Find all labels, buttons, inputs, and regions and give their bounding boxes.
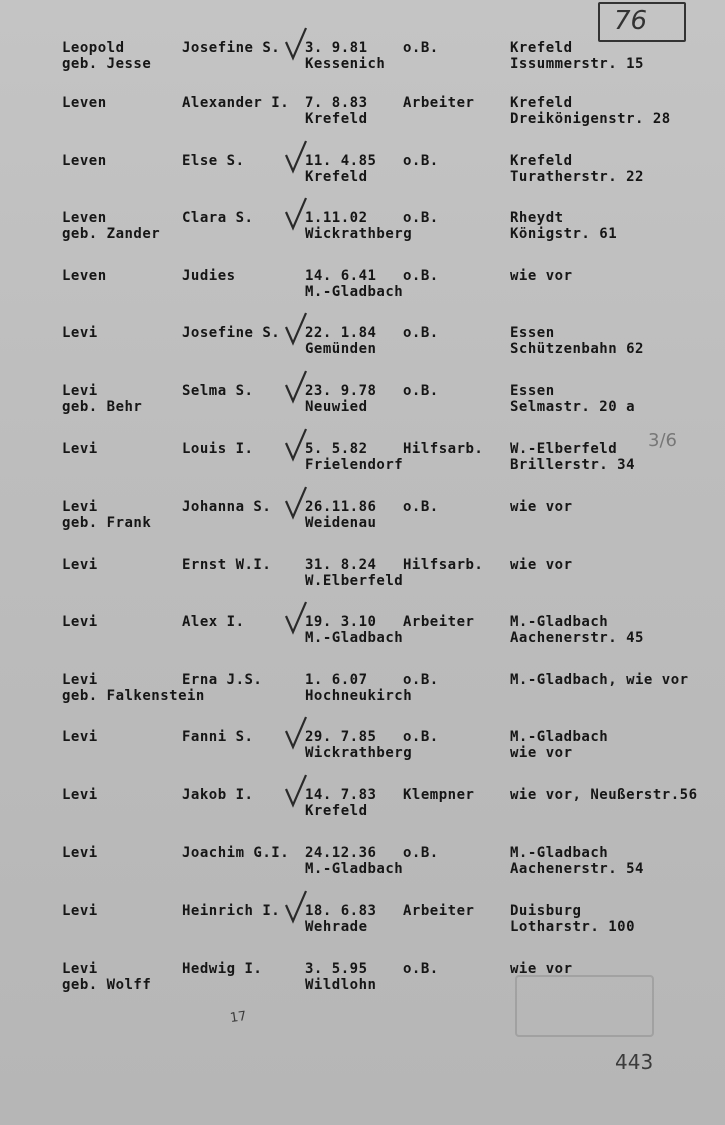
entry-city: Duisburg <box>510 903 582 919</box>
entry-birth-date: 14. 6.41 <box>305 268 377 284</box>
entry-birth-place: M.-Gladbach <box>305 284 404 300</box>
entry-birth-name: geb. Behr <box>62 399 143 415</box>
entry-surname: Levi <box>62 845 98 861</box>
entry-street: Königstr. 61 <box>510 226 618 242</box>
entry-surname: Levi <box>62 729 98 745</box>
entry-city: W.-Elberfeld <box>510 441 618 457</box>
entry-surname: Levi <box>62 325 98 341</box>
entry-occupation: o.B. <box>403 729 439 745</box>
entry-city: M.-Gladbach <box>510 845 609 861</box>
entry-city: M.-Gladbach <box>510 729 609 745</box>
entry-city: wie vor <box>510 961 573 977</box>
entry-surname: Leven <box>62 268 107 284</box>
entry-first-name: Heinrich I. <box>182 903 281 919</box>
entry-birth-date: 14. 7.83 <box>305 787 377 803</box>
entry-surname: Leven <box>62 210 107 226</box>
entry-first-name: Ernst W.I. <box>182 557 272 573</box>
entry-street: Turatherstr. 22 <box>510 169 644 185</box>
entry-surname: Levi <box>62 961 98 977</box>
entry-street: Aachenerstr. 45 <box>510 630 644 646</box>
entry-birth-date: 18. 6.83 <box>305 903 377 919</box>
entry-birth-date: 23. 9.78 <box>305 383 377 399</box>
entry-birth-date: 19. 3.10 <box>305 614 377 630</box>
entry-occupation: o.B. <box>403 672 439 688</box>
entry-first-name: Johanna S. <box>182 499 272 515</box>
entry-first-name: Josefine S. <box>182 325 281 341</box>
entry-street: wie vor <box>510 745 573 761</box>
entry-city: wie vor <box>510 557 573 573</box>
entry-occupation: Hilfsarb. <box>403 441 484 457</box>
entry-birth-date: 22. 1.84 <box>305 325 377 341</box>
entry-birth-name: geb. Frank <box>62 515 152 531</box>
checkmark-icon <box>284 196 308 232</box>
entry-occupation: o.B. <box>403 40 439 56</box>
entry-street: Brillerstr. 34 <box>510 457 636 473</box>
entry-first-name: Erna J.S. <box>182 672 263 688</box>
faint-stamp <box>515 975 654 1037</box>
checkmark-icon <box>284 600 308 636</box>
checkmark-icon <box>284 427 308 463</box>
entry-occupation: o.B. <box>403 499 439 515</box>
checkmark-icon <box>284 139 308 175</box>
entry-occupation: o.B. <box>403 153 439 169</box>
entry-first-name: Hedwig I. <box>182 961 263 977</box>
entry-occupation: Arbeiter <box>403 95 475 111</box>
entry-birth-date: 29. 7.85 <box>305 729 377 745</box>
checkmark-icon <box>284 369 308 405</box>
entry-birth-place: Hochneukirch <box>305 688 413 704</box>
entry-birth-date: 1.11.02 <box>305 210 368 226</box>
entry-occupation: Arbeiter <box>403 614 475 630</box>
entry-birth-place: Weidenau <box>305 515 377 531</box>
entry-birth-place: Krefeld <box>305 803 368 819</box>
entry-birth-place: M.-Gladbach <box>305 630 404 646</box>
entry-first-name: Joachim G.I. <box>182 845 290 861</box>
entry-birth-name: geb. Falkenstein <box>62 688 205 704</box>
entry-first-name: Selma S. <box>182 383 254 399</box>
entry-birth-date: 11. 4.85 <box>305 153 377 169</box>
entry-birth-date: 24.12.36 <box>305 845 377 861</box>
entry-street: Issummerstr. 15 <box>510 56 644 72</box>
entry-city: wie vor <box>510 268 573 284</box>
entry-first-name: Alex I. <box>182 614 245 630</box>
entry-street: Schützenbahn 62 <box>510 341 644 357</box>
entry-surname: Levi <box>62 383 98 399</box>
entry-birth-place: Neuwied <box>305 399 368 415</box>
entry-city: Essen <box>510 383 555 399</box>
entry-first-name: Josefine S. <box>182 40 281 56</box>
entry-occupation: Hilfsarb. <box>403 557 484 573</box>
entry-city: wie vor <box>510 499 573 515</box>
entry-birth-date: 7. 8.83 <box>305 95 368 111</box>
entry-first-name: Louis I. <box>182 441 254 457</box>
entry-city: M.-Gladbach <box>510 614 609 630</box>
entry-birth-date: 3. 5.95 <box>305 961 368 977</box>
entry-street: Selmastr. 20 a <box>510 399 636 415</box>
entry-birth-place: Krefeld <box>305 169 368 185</box>
entry-birth-date: 26.11.86 <box>305 499 377 515</box>
entry-surname: Levi <box>62 672 98 688</box>
entry-birth-place: M.-Gladbach <box>305 861 404 877</box>
checkmark-icon <box>284 889 308 925</box>
entry-occupation: o.B. <box>403 325 439 341</box>
page-number: 76 <box>614 6 648 36</box>
entry-birth-name: geb. Wolff <box>62 977 152 993</box>
entry-surname: Levi <box>62 557 98 573</box>
entry-birth-date: 5. 5.82 <box>305 441 368 457</box>
entry-birth-date: 3. 9.81 <box>305 40 368 56</box>
entry-birth-place: Wickrathberg <box>305 226 413 242</box>
entry-city: Rheydt <box>510 210 564 226</box>
handwritten-margin-note: 3/6 <box>648 430 677 451</box>
entry-occupation: o.B. <box>403 845 439 861</box>
entry-city: Krefeld <box>510 153 573 169</box>
entry-first-name: Judies <box>182 268 236 284</box>
entry-city: wie vor, Neußerstr.56 <box>510 787 698 803</box>
handwritten-page-count: 443 <box>615 1050 654 1074</box>
entry-city: Essen <box>510 325 555 341</box>
checkmark-icon <box>284 311 308 347</box>
entry-occupation: o.B. <box>403 383 439 399</box>
checkmark-icon <box>284 773 308 809</box>
entry-city: M.-Gladbach, wie vor <box>510 672 689 688</box>
entry-birth-date: 31. 8.24 <box>305 557 377 573</box>
entry-birth-place: Frielendorf <box>305 457 404 473</box>
entry-birth-place: Wickrathberg <box>305 745 413 761</box>
entry-city: Krefeld <box>510 95 573 111</box>
entry-surname: Levi <box>62 499 98 515</box>
entry-occupation: o.B. <box>403 961 439 977</box>
entry-first-name: Clara S. <box>182 210 254 226</box>
entry-birth-name: geb. Jesse <box>62 56 152 72</box>
checkmark-icon <box>284 26 308 62</box>
handwritten-note-small: 17 <box>229 1008 248 1027</box>
entry-surname: Levi <box>62 787 98 803</box>
entry-first-name: Alexander I. <box>182 95 290 111</box>
checkmark-icon <box>284 485 308 521</box>
entry-city: Krefeld <box>510 40 573 56</box>
entry-street: Dreikönigenstr. 28 <box>510 111 671 127</box>
entry-birth-name: geb. Zander <box>62 226 161 242</box>
entry-occupation: o.B. <box>403 210 439 226</box>
entry-occupation: Arbeiter <box>403 903 475 919</box>
entry-surname: Leven <box>62 153 107 169</box>
entry-street: Lotharstr. 100 <box>510 919 636 935</box>
entry-occupation: o.B. <box>403 268 439 284</box>
entry-birth-place: Kessenich <box>305 56 386 72</box>
entry-surname: Levi <box>62 614 98 630</box>
entry-birth-place: W.Elberfeld <box>305 573 404 589</box>
entry-birth-place: Gemünden <box>305 341 377 357</box>
entry-birth-place: Wehrade <box>305 919 368 935</box>
entry-surname: Leven <box>62 95 107 111</box>
entry-first-name: Else S. <box>182 153 245 169</box>
checkmark-icon <box>284 715 308 751</box>
entry-street: Aachenerstr. 54 <box>510 861 644 877</box>
entry-first-name: Fanni S. <box>182 729 254 745</box>
entry-occupation: Klempner <box>403 787 475 803</box>
entry-birth-date: 1. 6.07 <box>305 672 368 688</box>
entry-birth-place: Krefeld <box>305 111 368 127</box>
entry-birth-place: Wildlohn <box>305 977 377 993</box>
entry-surname: Levi <box>62 441 98 457</box>
entry-first-name: Jakob I. <box>182 787 254 803</box>
entry-surname: Leopold <box>62 40 125 56</box>
entry-surname: Levi <box>62 903 98 919</box>
